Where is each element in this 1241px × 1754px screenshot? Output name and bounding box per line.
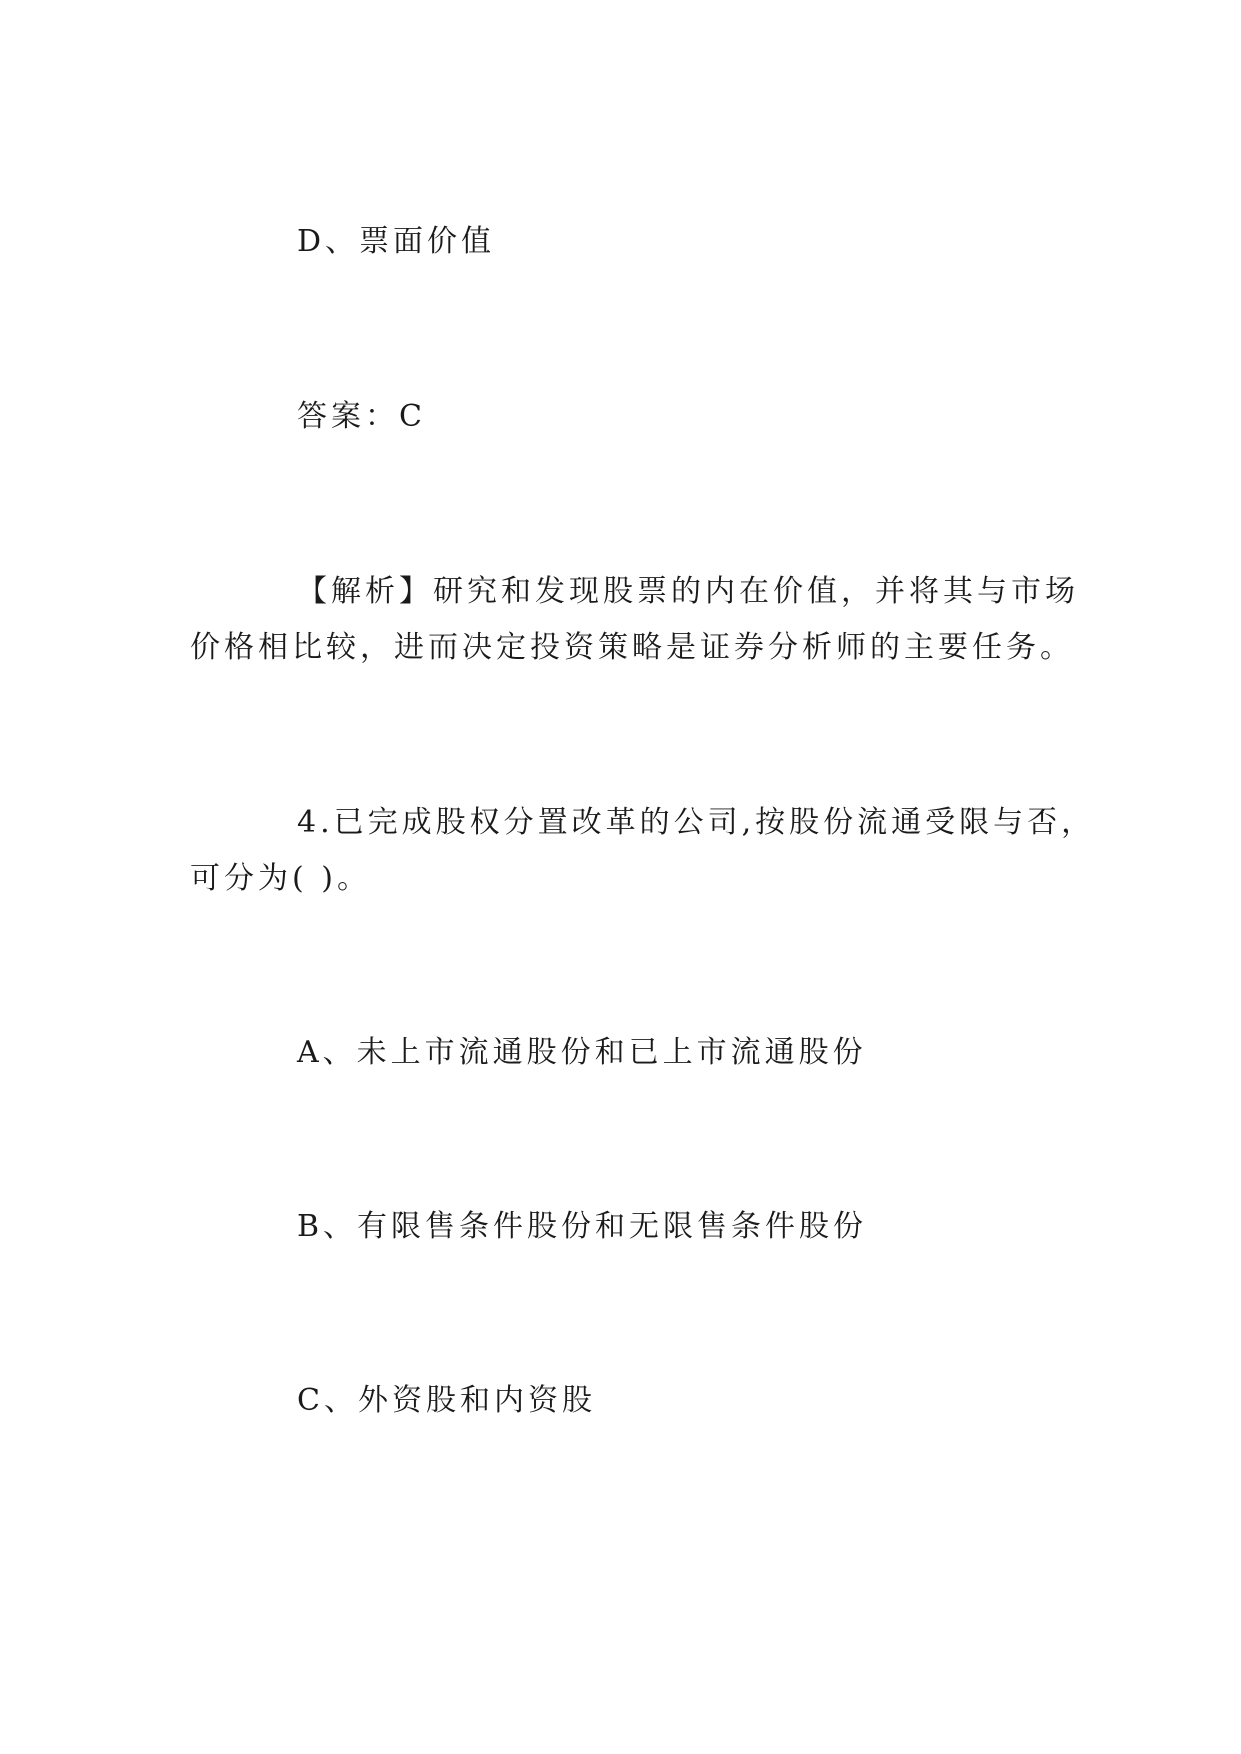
answer-text: 答案：C [297,399,426,434]
option-d-text: D、票面价值 [297,224,496,259]
question-4-line-1: 4.已完成股权分置改革的公司,按股份流通受限与否， [297,805,1096,840]
analysis-line-2: 价格相比较，进而决定投资策略是证券分析师的主要任务。 [190,630,1074,665]
option-b-text: B、有限售条件股份和无限售条件股份 [297,1209,868,1244]
option-a-text: A、未上市流通股份和已上市流通股份 [297,1035,867,1070]
option-c-text: C、外资股和内资股 [297,1383,596,1418]
analysis-line-1: 【解析】研究和发现股票的内在价值，并将其与市场 [297,574,1079,609]
question-4-line-2: 可分为( )。 [190,861,371,896]
